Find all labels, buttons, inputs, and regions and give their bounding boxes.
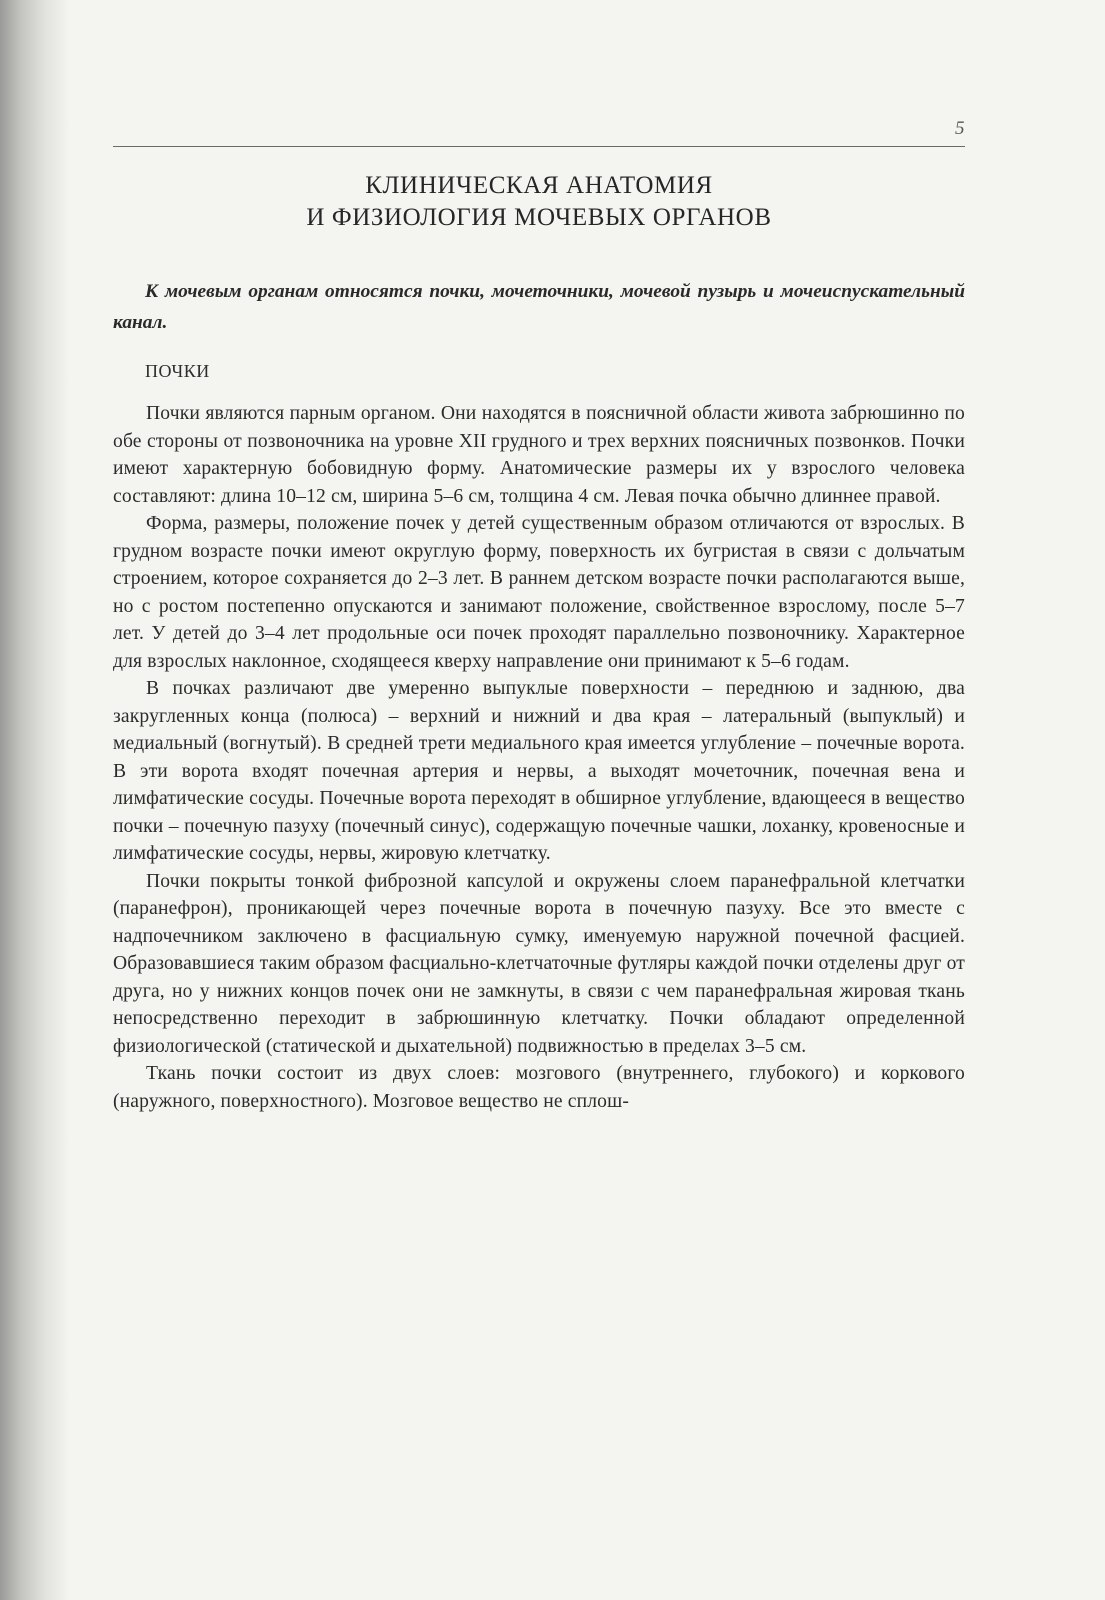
body-paragraph-5: Ткань почки состоит из двух слоев: мозгового (внутреннего, глубокого) и коркового (наружного, поверхностного). Мозговое вещество не сплош- — [113, 1063, 965, 1112]
body-paragraph-2: Форма, размеры, положение почек у детей существенным образом отличаются от взрослых. В грудном возрасте почки имеют округлую форму, поверхность их бугристая в связи с дольчатым строением, которое сохраняется до 2–3 лет. В раннем детском возрасте почки располагаются выше, но с ростом постепенно опускаются и занимают положение, свойственное взрослому, после 5–7 лет. У детей до 3–4 лет продольные оси почек проходят параллельно позвоночнику. Характерное для взрослых наклонное, сходящееся кверху направление они принимают к 5–6 годам. — [113, 513, 965, 672]
body-paragraph-4: Почки покрыты тонкой фиброзной капсулой и окружены слоем паранефральной клетчатки (паранефрон), проникающей через почечные ворота в почечную пазуху. Все это вместе с надпочечником заключено в фасциальную сумку, именуемую наружной почечной фасцией. Образовавшиеся таким образом фасциально-клетчаточные футляры каждой почки отделены друг от друга, но у нижних концов почек они не замкнуты, в связи с чем паранефральная жировая ткань непосредственно переходит в забрюшинную клетчатку. Почки обладают определенной физиологической (статической и дыхательной) подвижностью в пределах 3–5 см. — [113, 870, 965, 1057]
page-content — [113, 170, 965, 1115]
body-paragraph-3: В почках различают две умеренно выпуклые поверхности – переднюю и заднюю, два закругленных конца (полюса) – верхний и нижний и два края – латеральный (выпуклый) и медиальный (вогнутый). В средней трети медиального края имеется углубление – почечные ворота. В эти ворота входят почечная артерия и нервы, а выходят мочеточник, почечная вена и лимфатические сосуды. Почечные ворота переходят в обширное углубление, вдающееся в вещество почки – почечную пазуху (почечный синус), содержащую почечные чашки, лоханку, кровеносные и лимфатические сосуды, нервы, жировую клетчатку. — [113, 678, 965, 864]
page-spine-shadow — [0, 0, 70, 1600]
chapter-title-line-1: КЛИНИЧЕСКАЯ АНАТОМИЯ — [365, 172, 713, 199]
chapter-title-line-2: И ФИЗИОЛОГИЯ МОЧЕВЫХ ОРГАНОВ — [306, 204, 772, 231]
chapter-title — [113, 170, 965, 234]
body-paragraph-1: Почки являются парным органом. Они находятся в поясничной области живота забрюшинно по обе стороны от позвоночника на уровне XII грудного и трех верхних поясничных позвонков. Почки имеют характерную бобовидную форму. Анатомические размеры их у взрослого человека составляют: длина 10–12 см, ширина 5–6 см, толщина 4 см. Левая почка обычно длиннее правой. — [113, 403, 965, 507]
page-number: 5 — [955, 118, 965, 139]
body-text — [113, 400, 965, 1115]
lead-paragraph: К мочевым органам относятся почки, мочеточники, мочевой пузырь и мочеиспускательный канал. — [113, 281, 965, 333]
header-rule — [113, 146, 965, 147]
section-heading: ПОЧКИ — [145, 361, 210, 381]
